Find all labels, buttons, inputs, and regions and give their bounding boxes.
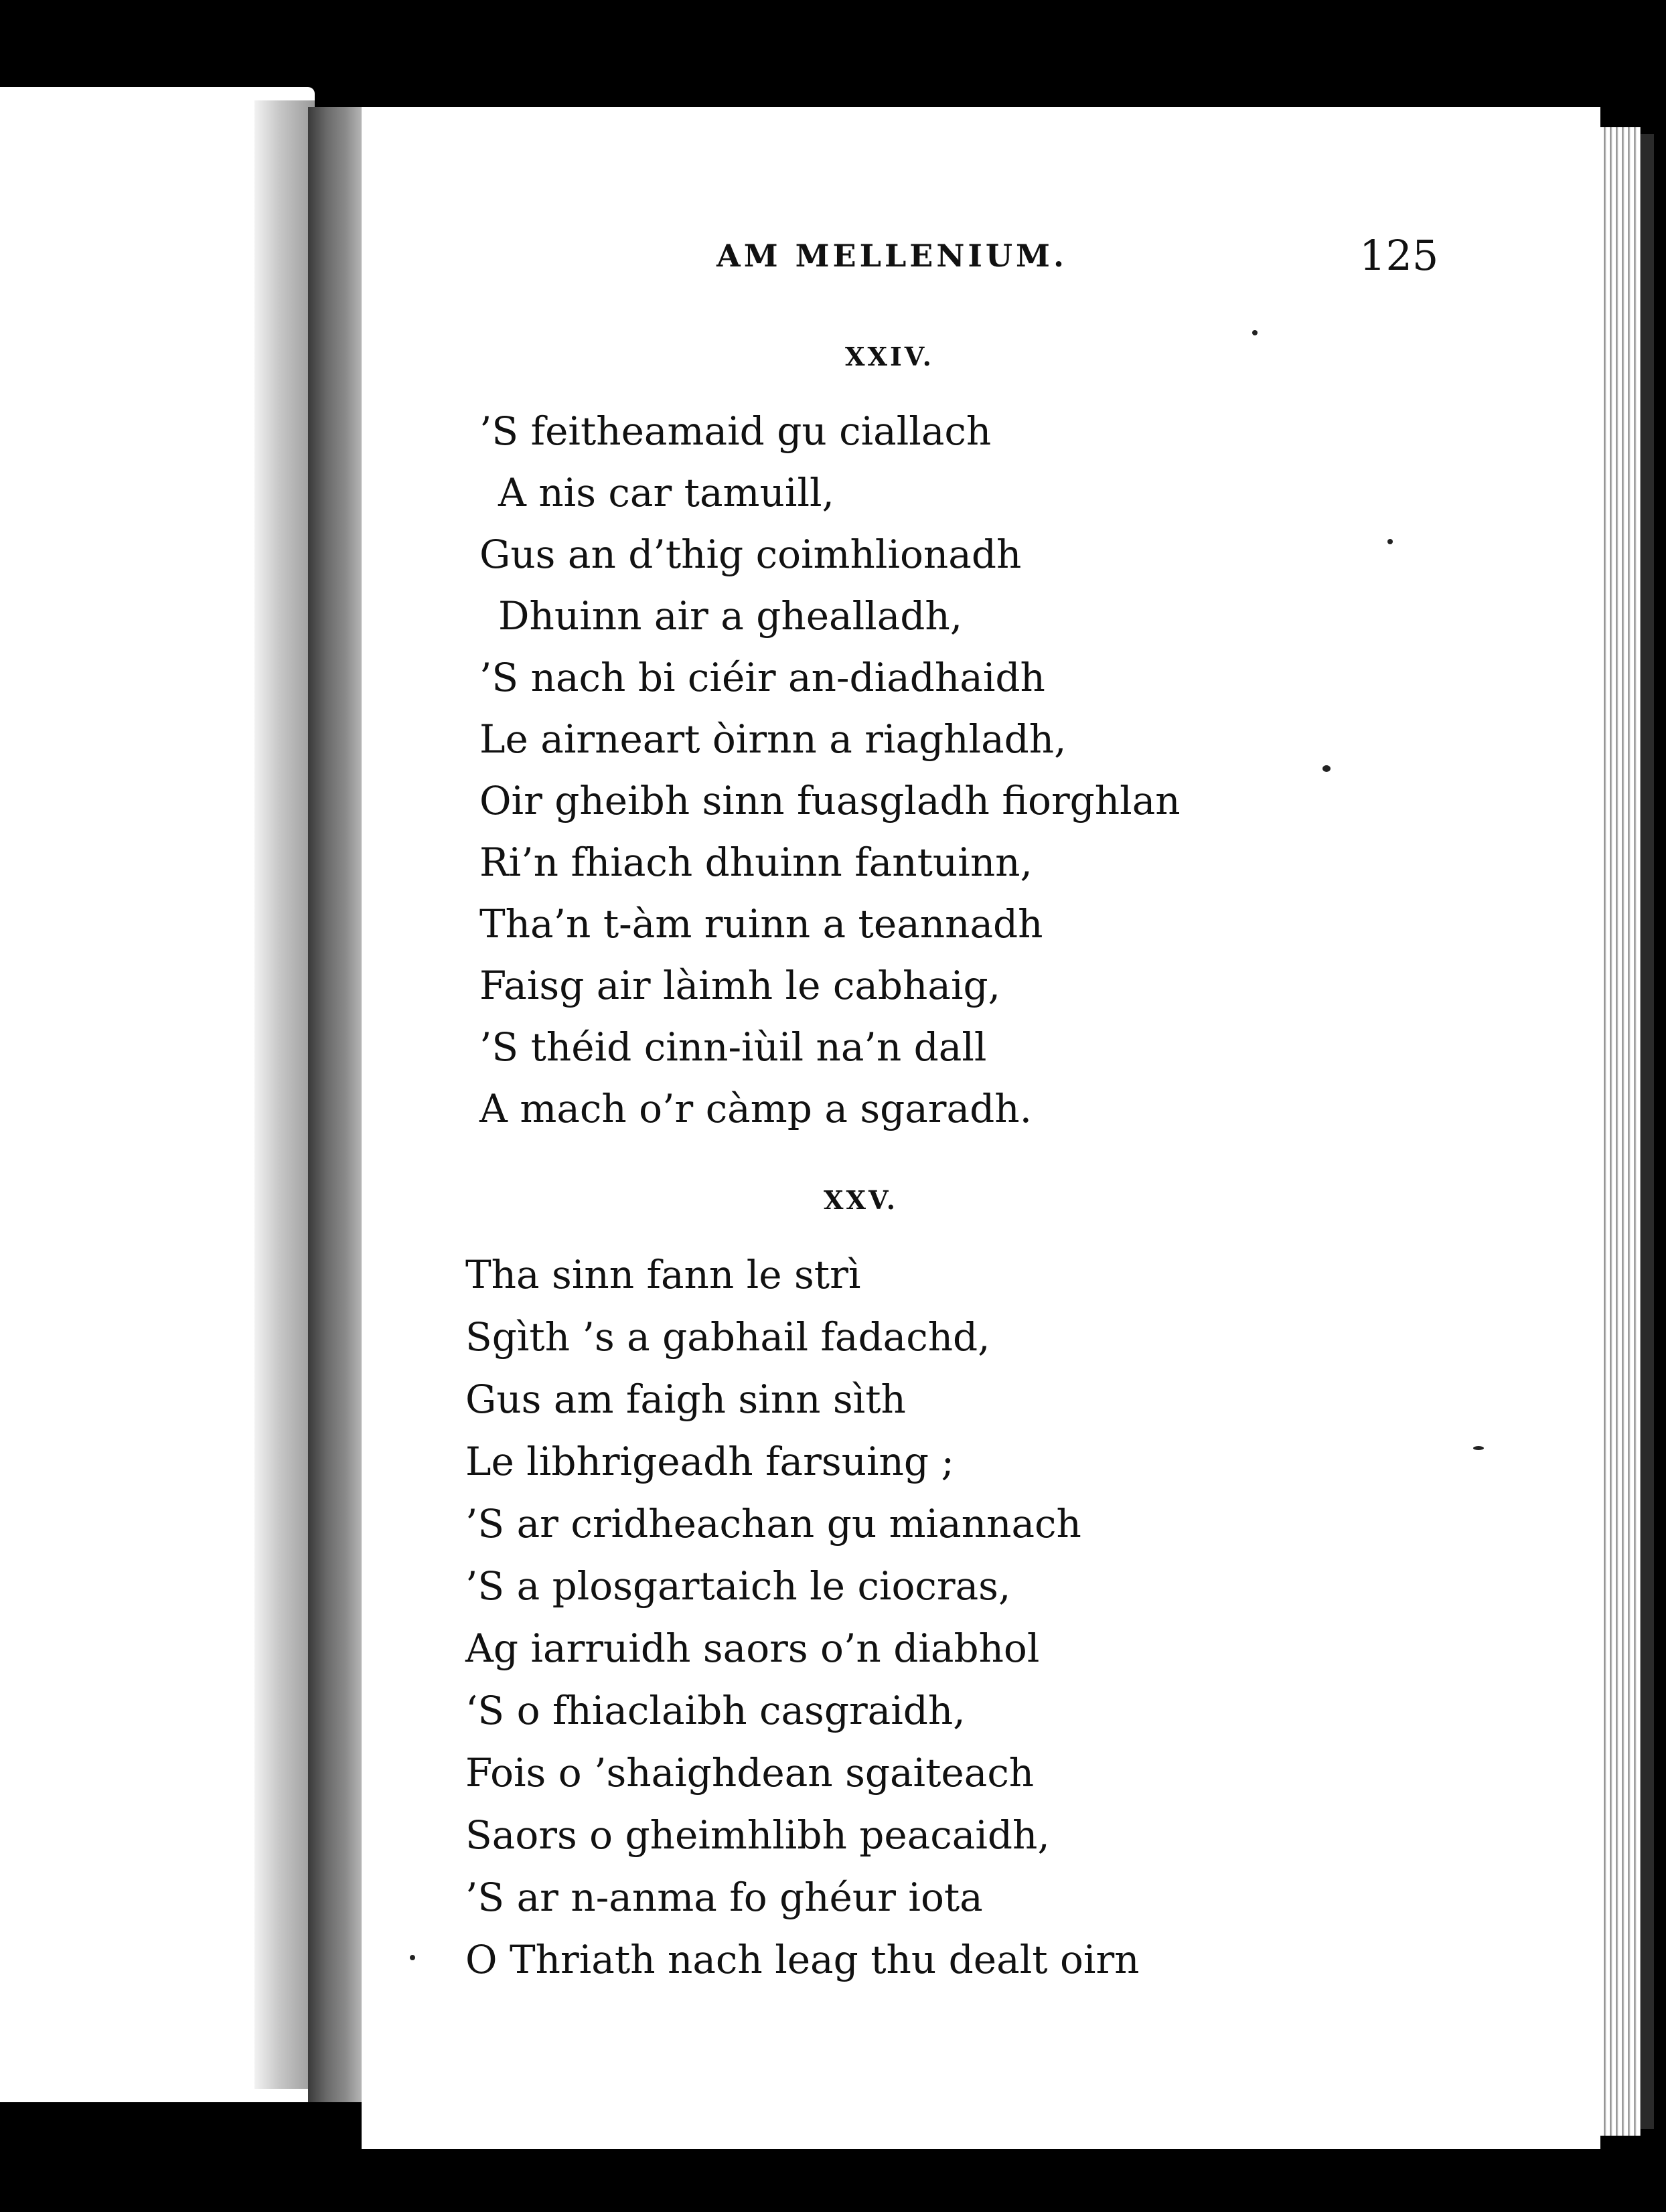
verse-line: Gus an d’thig coimhlionadh xyxy=(479,532,1022,577)
verse-line: O Thriath nach leag thu dealt oirn xyxy=(465,1937,1140,1982)
verse-line: ’S théid cinn-iùil na’n dall xyxy=(479,1024,987,1070)
verse-line: Ri’n fhiach dhuinn fantuinn, xyxy=(479,840,1033,885)
verse-line: Saors o gheimhlibh peacaidh, xyxy=(465,1812,1050,1858)
page-number: 125 xyxy=(1359,231,1439,280)
verse-line: Tha sinn fann le strì xyxy=(465,1252,861,1297)
paper-speck xyxy=(410,1955,415,1960)
verse-line: ‘S o fhiaclaibh casgraidh, xyxy=(465,1688,966,1733)
paper-speck xyxy=(1322,765,1331,772)
running-title: AM MELLENIUM. xyxy=(716,238,1067,274)
verse-line: Fois o ’shaighdean sgaiteach xyxy=(465,1750,1035,1796)
stanza-numeral: XXIV. xyxy=(845,341,934,372)
verse-line: Tha’n t-àm ruinn a teannadh xyxy=(479,901,1043,947)
verse-line: Sgìth ’s a gabhail fadachd, xyxy=(465,1314,990,1360)
verse-line: A mach o’r càmp a sgaradh. xyxy=(479,1086,1033,1131)
verse-line: ’S feitheamaid gu ciallach xyxy=(479,408,992,454)
verse-line: ’S nach bi ciéir an-diadhaidh xyxy=(479,655,1045,700)
verse-line: Le airneart òirnn a riaghladh, xyxy=(479,716,1067,762)
facing-page-edge xyxy=(254,100,315,2089)
verse-line: Gus am faigh sinn sìth xyxy=(465,1376,906,1422)
verse-line: Dhuinn air a ghealladh, xyxy=(498,593,963,639)
verse-line: Le libhrigeadh farsuing ; xyxy=(465,1439,954,1484)
paper-speck xyxy=(1473,1446,1484,1450)
verse-line: A nis car tamuill, xyxy=(498,470,834,516)
verse-line: Faisg air làimh le cabhaig, xyxy=(479,963,1001,1008)
verse-line: Oir gheibh sinn fuasgladh fiorghlan xyxy=(479,778,1181,823)
verse-line: ’S ar cridheachan gu miannach xyxy=(465,1501,1081,1547)
verse-line: Ag iarruidh saors o’n diabhol xyxy=(465,1626,1040,1671)
page-stack-edge xyxy=(1600,127,1641,2136)
paper-speck xyxy=(1252,330,1258,335)
paper-speck xyxy=(1387,539,1393,544)
book-gutter xyxy=(308,107,362,2102)
verse-line: ’S ar n-anma fo ghéur iota xyxy=(465,1875,983,1920)
stanza-numeral: XXV. xyxy=(824,1185,899,1215)
verse-line: ’S a plosgartaich le ciocras, xyxy=(465,1563,1011,1609)
